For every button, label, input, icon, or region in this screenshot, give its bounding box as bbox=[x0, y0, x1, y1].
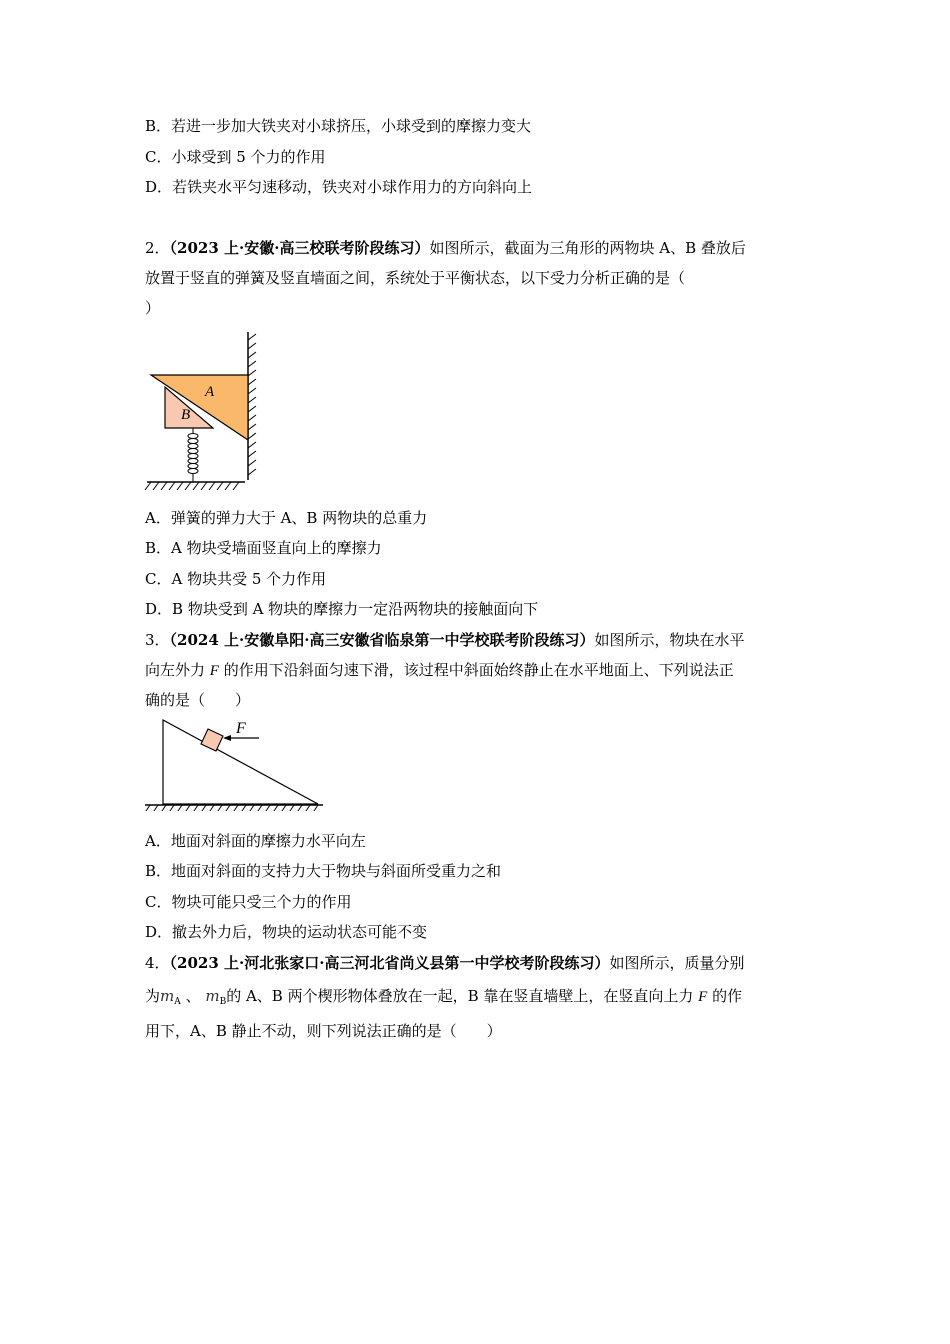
q2-option-d: D．B 物块受到 A 物块的摩擦力一定沿两物块的接触面向下 bbox=[145, 600, 539, 618]
ground-hatching bbox=[146, 805, 318, 811]
q2-stem-text: 如图所示，截面为三角形的两物块 A、B 叠放后 bbox=[429, 239, 746, 257]
q4-stem-mid: 的 A、B 两个楔形物体叠放在一起，B 靠在竖直墙壁上，在竖直向上力 bbox=[226, 987, 694, 1005]
q3-option-d: D．撤去外力后，物块的运动状态可能不变 bbox=[145, 923, 428, 941]
q3-stem-text: 如图所示，物块在水平 bbox=[594, 631, 745, 649]
q4-stem-text: 如图所示，质量分别 bbox=[609, 954, 745, 972]
q3-option-b: B．地面对斜面的支持力大于物块与斜面所受重力之和 bbox=[145, 862, 502, 880]
q4-mass-b: m bbox=[205, 987, 220, 1005]
wall-hatching bbox=[248, 334, 256, 475]
q1-option-b: B．若进一步加大铁夹对小球挤压，小球受到的摩擦力变大 bbox=[145, 117, 532, 135]
q3-figure bbox=[145, 716, 325, 812]
q4-stem-post: 的作 bbox=[712, 987, 743, 1005]
q3-stem-post: 的作用下沿斜面匀速下滑，该过程中斜面始终静止在水平地面上、下列说法正 bbox=[218, 661, 734, 679]
q3-number: 3． bbox=[145, 631, 170, 649]
q2-number: 2． bbox=[145, 239, 170, 257]
q1-option-d: D．若铁夹水平匀速移动，铁夹对小球作用力的方向斜向上 bbox=[145, 178, 533, 196]
q4-mass-b-sub: B bbox=[219, 997, 227, 1007]
q2-source: （2023 上·安徽·高三校联考阶段练习） bbox=[169, 239, 430, 257]
q4-stem-line2 bbox=[145, 986, 742, 1012]
q3-option-c: C．物块可能只受三个力的作用 bbox=[145, 893, 352, 911]
q3-stem-line1 bbox=[145, 630, 744, 650]
block bbox=[201, 729, 223, 751]
q2-stem-line1 bbox=[145, 238, 746, 258]
q2-figure bbox=[145, 330, 265, 492]
q2-option-b: B．A 物块受墙面竖直向上的摩擦力 bbox=[145, 539, 382, 557]
q4-source: （2023 上·河北张家口·高三河北省尚义县第一中学校考阶段练习） bbox=[169, 954, 610, 972]
force-arrow-head bbox=[223, 735, 231, 741]
q1-option-c: C．小球受到 5 个力的作用 bbox=[145, 148, 326, 166]
label-b: B bbox=[181, 407, 191, 423]
q3-stem-line3: 确的是（ ） bbox=[145, 691, 251, 709]
q4-stem-pre: 为 bbox=[145, 987, 161, 1005]
q2-stem-line3: ） bbox=[145, 299, 161, 317]
ground-hatching bbox=[145, 482, 239, 490]
q4-mass-a: m bbox=[160, 987, 175, 1005]
q3-stem-pre: 向左外力 bbox=[145, 661, 210, 679]
q4-force-var: F bbox=[698, 989, 708, 1005]
q4-mass-a-sub: A bbox=[174, 997, 181, 1007]
spring bbox=[188, 428, 198, 482]
q2-option-a: A．弹簧的弹力大于 A、B 两物块的总重力 bbox=[145, 509, 428, 527]
q3-force-var: F bbox=[209, 663, 219, 679]
q4-sep: 、 bbox=[185, 987, 201, 1005]
force-label: F bbox=[236, 720, 246, 737]
q3-option-a: A．地面对斜面的摩擦力水平向左 bbox=[145, 832, 366, 850]
q4-number: 4． bbox=[145, 954, 170, 972]
q3-source: （2024 上·安徽阜阳·高三安徽省临泉第一中学校联考阶段练习） bbox=[169, 631, 595, 649]
q4-stem-line1 bbox=[145, 953, 744, 973]
q4-stem-line3: 用下，A、B 静止不动，则下列说法正确的是（ ） bbox=[145, 1022, 502, 1040]
q2-option-c: C．A 物块共受 5 个力作用 bbox=[145, 570, 327, 588]
q2-stem-line2: 放置于竖直的弹簧及竖直墙面之间，系统处于平衡状态，以下受力分析正确的是（ bbox=[145, 269, 686, 287]
label-a: A bbox=[205, 384, 215, 400]
q3-stem-line2 bbox=[145, 660, 734, 681]
